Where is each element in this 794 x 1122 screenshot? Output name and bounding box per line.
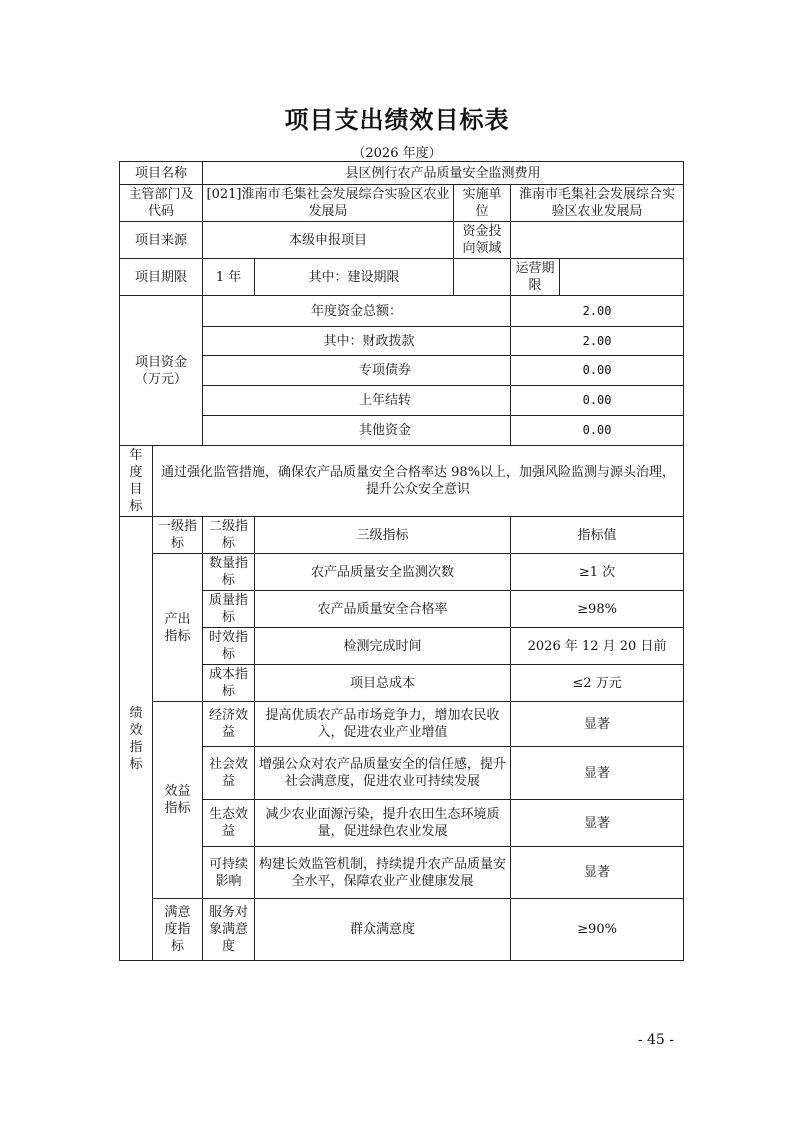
impl-unit-value: 淮南市毛集社会发展综合实验区农业发展局 — [511, 185, 684, 222]
indicator-row — [120, 591, 684, 628]
row-department — [120, 185, 684, 222]
indicator-level2: 质量指标 — [203, 591, 255, 628]
indicator-level2: 可持续影响 — [203, 847, 255, 899]
indicator-level2: 服务对象满意度 — [203, 899, 255, 961]
indicator-level3: 农产品质量安全监测次数 — [255, 554, 511, 591]
impl-unit-label: 实施单位 — [454, 185, 511, 222]
indicator-value: ≥1 次 — [511, 554, 684, 591]
ops-period-value — [560, 259, 684, 296]
funds-row — [120, 356, 684, 386]
funds-item-value: 0.00 — [511, 386, 684, 416]
satisfaction-label: 满意度指标 — [153, 899, 203, 961]
indicator-value: 显著 — [511, 800, 684, 847]
fund-domain-value — [511, 222, 684, 259]
indicator-value: ≥90% — [511, 899, 684, 961]
indicator-row — [120, 899, 684, 961]
indicator-row — [120, 628, 684, 665]
page-title: 项目支出绩效目标表 — [284, 106, 510, 134]
period-label: 项目期限 — [120, 259, 203, 296]
funds-item-label: 上年结转 — [203, 386, 511, 416]
indicator-value: 2026 年 12 月 20 日前 — [511, 628, 684, 665]
row-project-name — [120, 162, 684, 185]
annual-goal-label: 年度目标 — [120, 446, 153, 517]
funds-row — [120, 296, 684, 327]
perf-header-row — [120, 517, 684, 554]
indicator-level3: 检测完成时间 — [255, 628, 511, 665]
indicator-level2: 社会效益 — [203, 747, 255, 800]
indicator-row — [120, 800, 684, 847]
funds-item-label: 年度资金总额： — [203, 296, 511, 327]
project-name-value: 县区例行农产品质量安全监测费用 — [203, 162, 684, 185]
build-period-value — [454, 259, 511, 296]
funds-item-value: 2.00 — [511, 327, 684, 356]
indicator-value: ≤2 万元 — [511, 665, 684, 702]
indicator-row — [120, 554, 684, 591]
indicator-level2: 生态效益 — [203, 800, 255, 847]
funds-item-value: 2.00 — [511, 296, 684, 327]
header-level1: 一级指标 — [153, 517, 203, 554]
source-label: 项目来源 — [120, 222, 203, 259]
fund-domain-label: 资金投向领域 — [454, 222, 511, 259]
annual-goal-value: 通过强化监管措施，确保农产品质量安全合格率达 98%以上，加强风险监测与源头治理，提升公众安全意识 — [153, 446, 684, 517]
fiscal-year: （2026 年度） — [352, 146, 442, 161]
indicator-row — [120, 847, 684, 899]
row-source — [120, 222, 684, 259]
indicator-value: 显著 — [511, 847, 684, 899]
funds-label: 项目资金（万元） — [120, 296, 203, 446]
row-period — [120, 259, 684, 296]
indicator-value: 显著 — [511, 747, 684, 800]
indicator-level2: 成本指标 — [203, 665, 255, 702]
period-value: 1 年 — [203, 259, 255, 296]
perf-label: 绩效指标 — [120, 517, 153, 961]
funds-item-label: 专项债券 — [203, 356, 511, 386]
indicator-level2: 时效指标 — [203, 628, 255, 665]
indicator-level3: 提高优质农产品市场竞争力，增加农民收入，促进农业产业增值 — [255, 702, 511, 747]
benefit-label: 效益指标 — [153, 702, 203, 899]
ops-period-label: 运营期限 — [511, 259, 560, 296]
row-annual-goal — [120, 446, 684, 517]
indicator-level3: 农产品质量安全合格率 — [255, 591, 511, 628]
indicator-row — [120, 702, 684, 747]
output-label: 产出指标 — [153, 554, 203, 702]
indicator-level3: 增强公众对农产品质量安全的信任感，提升社会满意度，促进农业可持续发展 — [255, 747, 511, 800]
indicator-value: 显著 — [511, 702, 684, 747]
indicator-level2: 经济效益 — [203, 702, 255, 747]
indicator-value: ≥98% — [511, 591, 684, 628]
funds-item-value: 0.00 — [511, 416, 684, 446]
indicator-level3: 群众满意度 — [255, 899, 511, 961]
funds-row — [120, 327, 684, 356]
funds-item-value: 0.00 — [511, 356, 684, 386]
department-value: [021]淮南市毛集社会发展综合实验区农业发展局 — [203, 185, 454, 222]
funds-row — [120, 386, 684, 416]
indicator-row — [120, 747, 684, 800]
project-name-label: 项目名称 — [120, 162, 203, 185]
page-number: - 45 - — [637, 1032, 674, 1048]
indicator-level3: 项目总成本 — [255, 665, 511, 702]
source-value: 本级申报项目 — [203, 222, 454, 259]
header-level3: 三级指标 — [255, 517, 511, 554]
indicator-level3: 构建长效监管机制，持续提升农产品质量安全水平，保障农业产业健康发展 — [255, 847, 511, 899]
header-level2: 二级指标 — [203, 517, 255, 554]
indicator-row — [120, 665, 684, 702]
indicator-level2: 数量指标 — [203, 554, 255, 591]
build-period-label: 其中：建设期限 — [255, 259, 454, 296]
funds-item-label: 其中：财政拨款 — [203, 327, 511, 356]
header-value: 指标值 — [511, 517, 684, 554]
funds-item-label: 其他资金 — [203, 416, 511, 446]
funds-row — [120, 416, 684, 446]
indicator-level3: 减少农业面源污染，提升农田生态环境质量，促进绿色农业发展 — [255, 800, 511, 847]
department-label: 主管部门及代码 — [120, 185, 203, 222]
performance-table — [119, 161, 684, 961]
